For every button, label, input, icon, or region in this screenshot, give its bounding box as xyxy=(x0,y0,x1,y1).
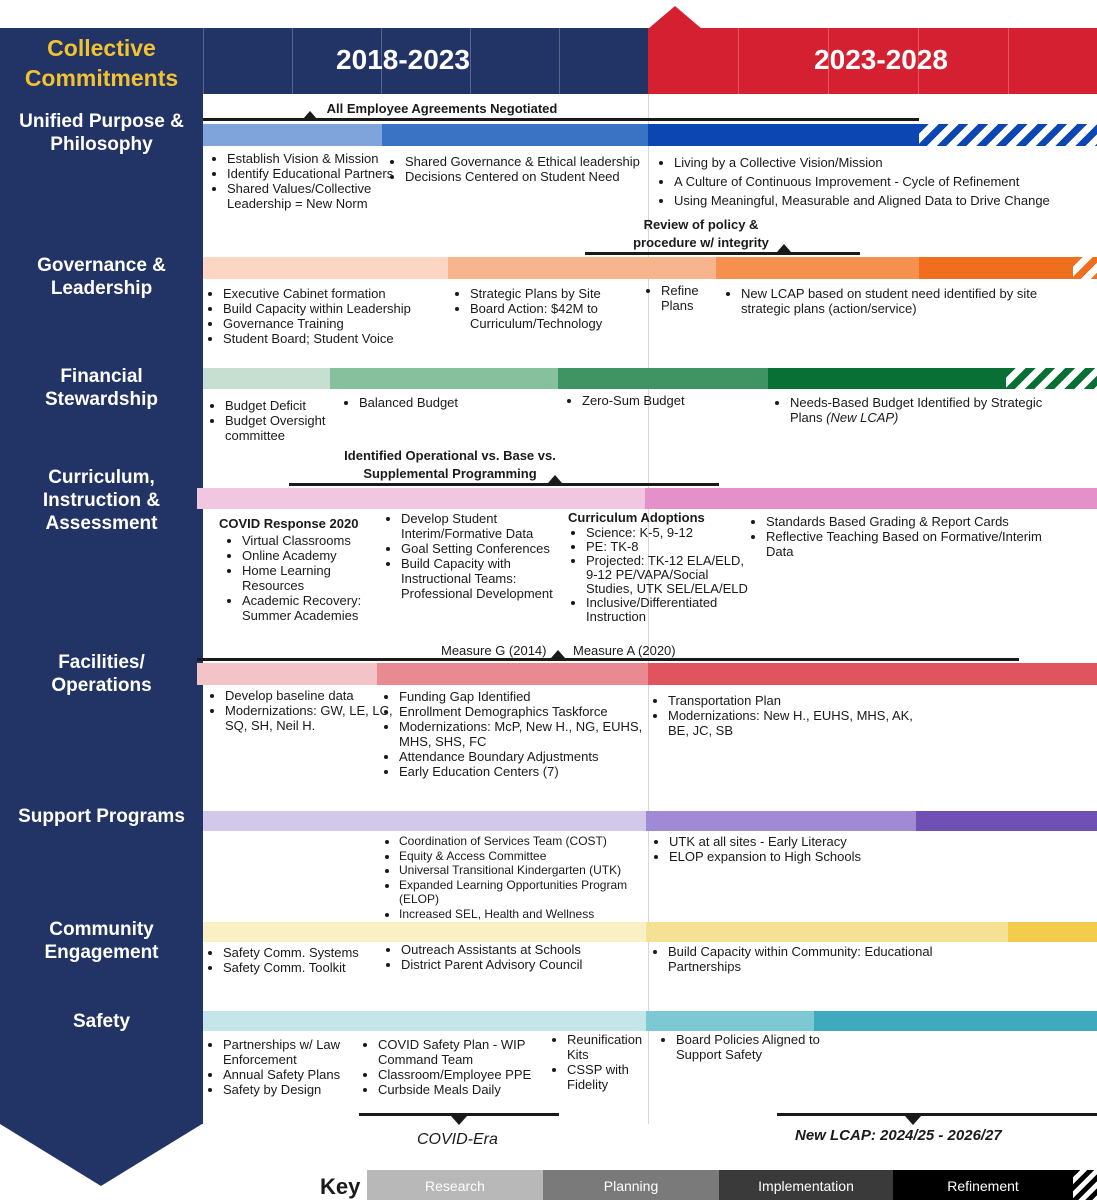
list-item: • Attendance Boundary Adjustments xyxy=(399,749,659,764)
row-label-facilities: Facilities/ Operations xyxy=(51,652,152,696)
list-item: • Identify Educational Partners xyxy=(227,166,395,181)
list-item: • Budget Oversight committee xyxy=(225,413,355,443)
list-item: • Shared Values/Collective Leadership = New Norm xyxy=(227,181,395,211)
timeline-segment xyxy=(330,368,558,389)
annotation-bar xyxy=(197,658,1019,661)
list-item: • Standards Based Grading & Report Cards xyxy=(766,514,1066,529)
timeline-segment xyxy=(646,1011,814,1031)
current-year-marker-icon xyxy=(648,6,702,29)
header-divider xyxy=(203,28,204,94)
list-item: • PE: TK-8 xyxy=(586,540,758,554)
annotation-measure-g: Measure G (2014) xyxy=(441,643,547,658)
timeline-segment xyxy=(203,124,382,146)
financial-list-1 xyxy=(205,398,355,443)
key-title: Key xyxy=(320,1174,361,1199)
support-list-3 xyxy=(649,834,899,864)
governance-list-4 xyxy=(721,286,1061,316)
annotation-employee-agreements: All Employee Agreements Negotiated xyxy=(326,101,558,116)
list-item: • Inclusive/Differentiated Instruction xyxy=(586,596,758,624)
support-list-2 xyxy=(379,834,669,921)
list-item: • Budget Deficit xyxy=(225,398,355,413)
list-item: • Reunification Kits xyxy=(567,1032,667,1062)
curriculum-list-2 xyxy=(381,511,577,601)
list-item: • Goal Setting Conferences xyxy=(401,541,577,556)
list-item: • CSSP with Fidelity xyxy=(567,1062,667,1092)
list-item: • Build Capacity within Community: Educational Partnerships xyxy=(668,944,998,974)
safety-list-3 xyxy=(547,1032,667,1092)
timeline-segment xyxy=(916,811,1097,831)
community-list-1 xyxy=(203,945,403,975)
unified-list-1 xyxy=(207,151,395,211)
governance-list-3 xyxy=(641,283,731,313)
list-item: • Science: K-5, 9-12 xyxy=(586,526,758,540)
timeline-segment xyxy=(197,488,645,509)
row-label-financial: Financial Stewardship xyxy=(45,366,158,410)
new-lcap-note: (New LCAP) xyxy=(826,410,899,425)
curriculum-list-4 xyxy=(746,514,1066,559)
timeline-segment xyxy=(814,1011,1097,1031)
timeline-segment xyxy=(558,368,768,389)
unified-list-2 xyxy=(385,154,665,184)
row-label-community: Community Engagement xyxy=(44,919,159,963)
financial-list-4 xyxy=(770,395,1050,425)
key-implementation: Implementation xyxy=(719,1170,893,1200)
row-label-support-programs: Support Programs xyxy=(18,806,185,827)
list-item: • District Parent Advisory Council xyxy=(401,957,661,972)
timeline-segment xyxy=(203,1011,646,1031)
timeline-segment-continuing xyxy=(1006,368,1097,389)
list-item: • Living by a Collective Vision/Mission xyxy=(674,153,1097,172)
list-item: • A Culture of Continuous Improvement - Cycle of Refinement xyxy=(674,172,1097,191)
curriculum-list-3 xyxy=(566,526,758,624)
list-item: • Transportation Plan xyxy=(668,693,928,708)
list-item: • Expanded Learning Opportunities Program (ELOP) xyxy=(399,878,669,907)
list-item: • Student Board; Student Voice xyxy=(223,331,468,346)
period-label-2018-2023: 2018-2023 xyxy=(336,44,470,75)
timeline-segment xyxy=(646,922,1008,942)
list-item: • ELOP expansion to High Schools xyxy=(669,849,899,864)
timeline-segment xyxy=(377,663,648,685)
list-item: • Increased SEL, Health and Wellness xyxy=(399,907,669,922)
list-item: • Partnerships w/ Law Enforcement xyxy=(223,1037,383,1067)
header-divider xyxy=(559,28,560,94)
list-item: • Build Capacity with Instructional Teams: Professional Development xyxy=(401,556,577,601)
key-research: Research xyxy=(367,1170,543,1200)
annotation-marker-icon xyxy=(551,650,565,658)
list-item: • Safety Comm. Toolkit xyxy=(223,960,403,975)
list-item: • Build Capacity within Leadership xyxy=(223,301,468,316)
lcap-era-bar xyxy=(777,1113,1097,1116)
annotation-marker-icon xyxy=(548,475,562,483)
key-planning: Planning xyxy=(543,1170,719,1200)
header-divider xyxy=(738,28,739,94)
list-item: • Equity & Access Committee xyxy=(399,849,669,864)
list-item: • Develop Student Interim/Formative Data xyxy=(401,511,577,541)
timeline-segment xyxy=(919,257,1073,279)
list-item: • Funding Gap Identified xyxy=(399,689,659,704)
list-item: • Shared Governance & Ethical leadership xyxy=(405,154,665,169)
header-divider xyxy=(1008,28,1009,94)
timeline-segment xyxy=(648,663,1097,685)
timeline-segment xyxy=(768,368,1006,389)
timeline-segment xyxy=(648,124,919,146)
list-item: • Projected: TK-12 ELA/ELD, 9-12 PE/VAPA/Social Studies, UTK SEL/ELA/ELD xyxy=(586,554,758,596)
timeline-segment xyxy=(448,257,716,279)
list-item: • Board Action: $42M to Curriculum/Technology xyxy=(470,301,660,331)
list-item: • Enrollment Demographics Taskforce xyxy=(399,704,659,719)
curriculum-adoptions-title: Curriculum Adoptions xyxy=(568,510,705,525)
list-item: • Governance Training xyxy=(223,316,468,331)
list-item: • Decisions Centered on Student Need xyxy=(405,169,665,184)
timeline-segment xyxy=(645,488,1097,509)
list-item: • Strategic Plans by Site xyxy=(470,286,660,301)
list-item: • Using Meaningful, Measurable and Aligned Data to Drive Change xyxy=(674,191,1097,210)
list-item: • Safety Comm. Systems xyxy=(223,945,403,960)
list-item: • Zero-Sum Budget xyxy=(582,393,782,408)
annotation-bar xyxy=(585,252,860,255)
list-item: • New LCAP based on student need identified by site strategic plans (action/service) xyxy=(741,286,1061,316)
covid-era-label: COVID-Era xyxy=(417,1131,498,1148)
timeline-segment xyxy=(203,922,646,942)
sidebar-down-arrow-icon xyxy=(0,1124,202,1186)
row-label-unified-purpose: Unified Purpose & Philosophy xyxy=(19,111,184,155)
list-item: • Safety by Design xyxy=(223,1082,383,1097)
list-item: • Classroom/Employee PPE xyxy=(378,1067,568,1082)
annotation-policy-review: Review of policy & procedure w/ integrity xyxy=(633,217,769,250)
list-item: • Curbside Meals Daily xyxy=(378,1082,568,1097)
unified-list-3 xyxy=(654,153,1097,210)
safety-list-4 xyxy=(656,1032,836,1062)
list-item: • Modernizations: GW, LE, LC, SQ, SH, Neil H. xyxy=(225,703,400,733)
list-item: • Balanced Budget xyxy=(359,395,559,410)
list-item: • Board Policies Aligned to Support Safety xyxy=(676,1032,836,1062)
list-item: • Coordination of Services Team (COST) xyxy=(399,834,669,849)
list-item: • Outreach Assistants at Schools xyxy=(401,942,661,957)
list-item: • COVID Safety Plan - WIP Command Team xyxy=(378,1037,568,1067)
timeline-segment xyxy=(203,257,448,279)
facilities-list-2 xyxy=(379,689,659,779)
covid-response-title: COVID Response 2020 xyxy=(219,516,359,531)
community-list-3 xyxy=(648,944,998,974)
needs-based-budget-text: Needs-Based Budget Identified by Strategic Plans xyxy=(790,395,1043,425)
list-item: • Reflective Teaching Based on Formative/Interim Data xyxy=(766,529,1066,559)
row-label-curriculum: Curriculum, Instruction & Assessment xyxy=(42,467,161,534)
financial-list-2 xyxy=(339,395,559,410)
governance-list-2 xyxy=(450,286,660,331)
safety-list-1 xyxy=(203,1037,383,1097)
list-item xyxy=(790,395,1050,425)
covid-era-marker-icon xyxy=(451,1116,467,1125)
lcap-era-label: New LCAP: 2024/25 - 2026/27 xyxy=(795,1127,1002,1144)
list-item: • Refine Plans xyxy=(661,283,731,313)
timeline-segment xyxy=(203,368,330,389)
list-item: • Academic Recovery: Summer Academies xyxy=(242,593,392,623)
timeline-segment xyxy=(382,124,648,146)
row-label-governance: Governance & Leadership xyxy=(37,255,166,299)
annotation-measure-a: Measure A (2020) xyxy=(573,643,676,658)
list-item: • Modernizations: McP, New H., NG, EUHS, MHS, SHS, FC xyxy=(399,719,659,749)
key-refinement: Refinement xyxy=(893,1170,1073,1200)
list-item: • Online Academy xyxy=(242,548,392,563)
key-continuing-hatch xyxy=(1073,1170,1097,1200)
curriculum-list-1 xyxy=(222,533,392,623)
timeline-segment-continuing xyxy=(919,124,1097,146)
annotation-marker-icon xyxy=(777,244,791,252)
timeline-segment xyxy=(1008,922,1097,942)
list-item: • Annual Safety Plans xyxy=(223,1067,383,1082)
list-item: • Establish Vision & Mission xyxy=(227,151,395,166)
facilities-list-3 xyxy=(648,693,928,738)
list-item: • Modernizations: New H., EUHS, MHS, AK, BE, JC, SB xyxy=(668,708,928,738)
community-list-2 xyxy=(381,942,661,972)
list-item: • Develop baseline data xyxy=(225,688,400,703)
timeline-segment xyxy=(716,257,919,279)
safety-list-2 xyxy=(358,1037,568,1097)
sidebar-heading: Collective Commitments xyxy=(24,35,179,91)
annotation-programming: Identified Operational vs. Base vs. Supplemental Programming xyxy=(344,448,556,481)
list-item: • Virtual Classrooms xyxy=(242,533,392,548)
timeline-segment xyxy=(646,811,916,831)
financial-list-3 xyxy=(562,393,782,408)
list-item: • Home Learning Resources xyxy=(242,563,392,593)
timeline-segment xyxy=(203,811,646,831)
period-label-2023-2028: 2023-2028 xyxy=(814,44,948,75)
timeline-segment-continuing xyxy=(1073,257,1097,279)
row-label-safety: Safety xyxy=(72,1011,131,1032)
governance-list-1 xyxy=(203,286,468,346)
timeline-segment xyxy=(197,663,377,685)
annotation-bar xyxy=(289,483,719,486)
list-item: • UTK at all sites - Early Literacy xyxy=(669,834,899,849)
list-item: • Early Education Centers (7) xyxy=(399,764,659,779)
lcap-era-marker-icon xyxy=(905,1116,921,1125)
list-item: • Universal Transitional Kindergarten (UTK) xyxy=(399,863,669,878)
list-item: • Executive Cabinet formation xyxy=(223,286,468,301)
facilities-list-1 xyxy=(205,688,400,733)
